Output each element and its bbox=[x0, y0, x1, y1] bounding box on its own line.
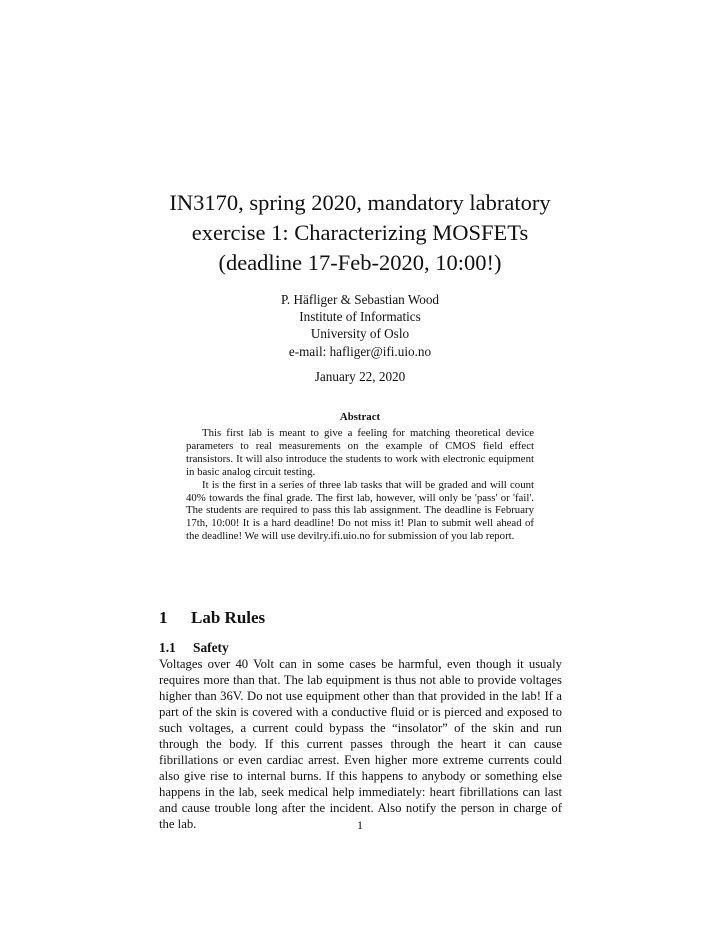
subsection-title: Safety bbox=[193, 640, 229, 655]
title-line-2: exercise 1: Characterizing MOSFETs bbox=[191, 220, 529, 245]
author-university: University of Oslo bbox=[310, 326, 410, 342]
abstract-paragraph-2: It is the first in a series of three lab tasks that will be graded and will count 40% towards the final grade. The first lab, however, will only be 'pass' or 'fail'. The students are required to pass this lab assignment. The deadline is February 17th, 10:00! It is a hard deadline! Do not miss it! Plan to submit well ahead of the deadline! We will use devilry.ifi.uio.no for submission of you lab report. bbox=[186, 478, 534, 543]
section-number: 1 bbox=[159, 608, 168, 627]
section-heading bbox=[159, 607, 265, 629]
author-institute: Institute of Informatics bbox=[299, 309, 421, 325]
author-block bbox=[160, 291, 560, 360]
subsection-heading bbox=[159, 639, 229, 657]
page-number: 1 bbox=[357, 818, 363, 832]
abstract-paragraph-1: This first lab is meant to give a feeling for matching theoretical device parameters to real measurements on the example of CMOS field effect transistors. It will also introduce the students to work with electronic equipment in basic analog circuit testing. bbox=[186, 427, 534, 478]
abstract-heading: Abstract bbox=[339, 411, 381, 423]
title-line-3: (deadline 17-Feb-2020, 10:00!) bbox=[218, 250, 502, 275]
paper-title bbox=[160, 188, 560, 278]
author-names: P. Häfliger & Sebastian Wood bbox=[280, 292, 440, 307]
abstract-body bbox=[186, 427, 534, 543]
section-title: Lab Rules bbox=[191, 608, 266, 627]
title-line-1: IN3170, spring 2020, mandatory labratory bbox=[169, 190, 551, 215]
author-email: e-mail: hafliger@ifi.uio.no bbox=[288, 343, 432, 359]
subsection-number: 1.1 bbox=[159, 640, 176, 655]
safety-paragraph: Voltages over 40 Volt can in some cases be harmful, even though it usualy requires more than that. The lab equipment is thus not able to provide voltages higher than 36V. Do not use equipment other than that provided in the lab! If a part of the skin is covered with a conductive fluid or is pierced and exposed to such voltages, a current could bypass the “insolator” of the skin and run through the body. If this current passes through the heart it can cause fibrillations or even cardiac arrest. Even higher more extreme currents could also give rise to internal burns. If this happens to anybody or something else happens in the lab, seek medical help immediately: heart fibrillations can last and cause trouble long after the incident. Also notify the person in charge of the lab. bbox=[159, 657, 562, 831]
paper-date: January 22, 2020 bbox=[314, 369, 406, 384]
